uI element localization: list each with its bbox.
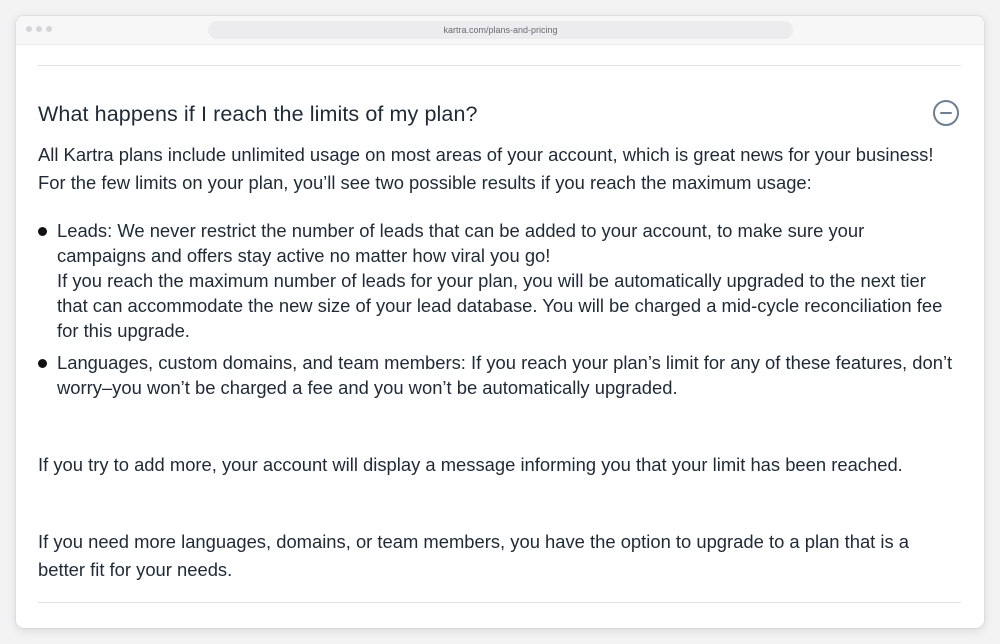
list-item-languages <box>38 350 953 400</box>
faq-answer-bullets <box>38 218 953 407</box>
bullet-icon <box>38 227 47 236</box>
list-item-leads <box>38 218 953 343</box>
bullet-leads-continuation: If you reach the maximum number of leads for your plan, you will be automatically upgraded to the next tier that can accommodate the new size of your lead database. You will be charged a mid-cycle reconciliation fee for this upgrade. <box>57 270 943 341</box>
minimize-window-dot[interactable] <box>36 26 42 32</box>
bullet-icon <box>38 359 47 368</box>
faq-question-title[interactable]: What happens if I reach the limits of my plan? <box>38 102 478 126</box>
browser-window <box>16 16 984 628</box>
faq-limit-note: If you try to add more, your account will display a message informing you that your limit has been reached. <box>38 454 903 475</box>
divider-bottom <box>38 602 961 603</box>
address-bar[interactable]: kartra.com/plans-and-pricing <box>208 21 793 39</box>
bullet-languages-text: Languages, custom domains, and team members: If you reach your plan’s limit for any of these features, don’t worry–you won’t be charged a fee and you won’t be automatically upgraded. <box>57 352 953 398</box>
window-controls <box>26 26 52 32</box>
collapse-button[interactable] <box>933 100 959 126</box>
divider-top <box>38 65 961 66</box>
bullet-leads-text: Leads: We never restrict the number of leads that can be added to your account, to make sure your campaigns and offers stay active no matter how viral you go! <box>57 220 865 266</box>
close-window-dot[interactable] <box>26 26 32 32</box>
page-content <box>16 44 984 628</box>
minus-circle-icon <box>940 112 952 114</box>
maximize-window-dot[interactable] <box>46 26 52 32</box>
faq-upgrade-note: If you need more languages, domains, or team members, you have the option to upgrade to a plan that is a better fit for your needs. <box>38 531 910 580</box>
browser-titlebar <box>16 16 984 45</box>
faq-answer-intro: All Kartra plans include unlimited usage on most areas of your account, which is great news for your business! For the few limits on your plan, you’ll see two possible results if you reach the maximum usage: <box>38 144 934 193</box>
